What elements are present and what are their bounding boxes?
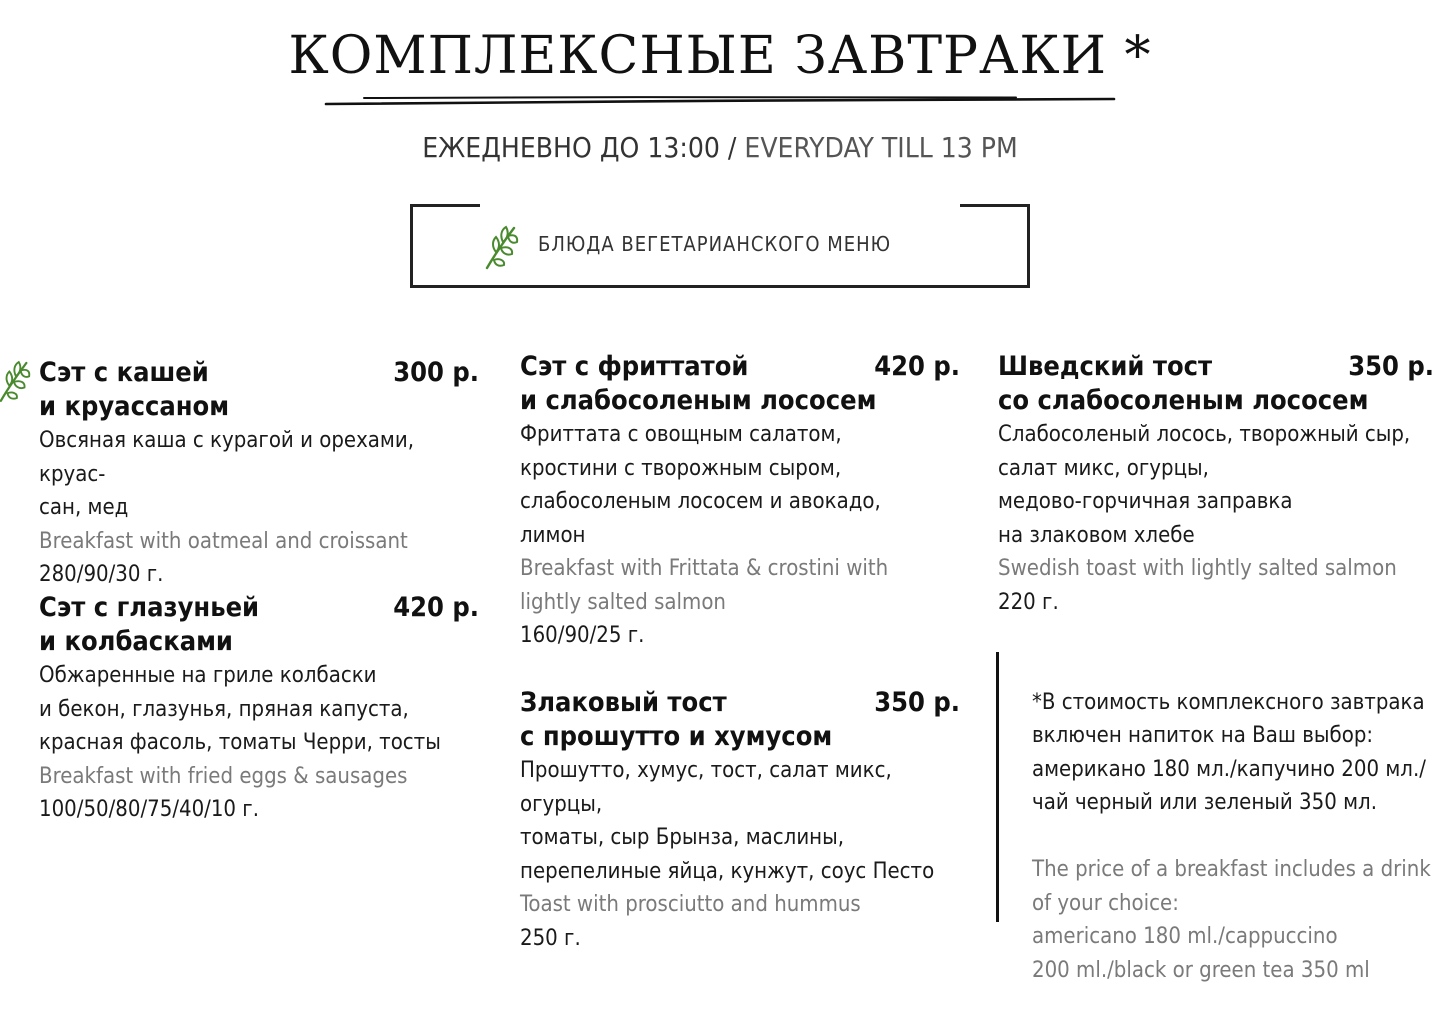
menu-item bbox=[520, 686, 960, 955]
item-price: 420 р. bbox=[393, 592, 479, 623]
item-price: 350 р. bbox=[874, 687, 960, 718]
note-en: The price of a breakfast includes a drink of your choice: americano 180 ml./cappuccino 200 ml./black or green tea 350 ml bbox=[1032, 857, 1431, 983]
item-english: Breakfast with Frittata & crostini with lightly salted salmon bbox=[520, 556, 889, 615]
item-name: Сэт с фриттатой и слабосоленым лососем bbox=[520, 351, 877, 416]
item-weight: 280/90/30 г. bbox=[39, 562, 164, 587]
item-weight: 250 г. bbox=[520, 925, 581, 951]
item-weight: 220 г. bbox=[998, 589, 1059, 615]
note-text bbox=[1032, 652, 1436, 1021]
item-english: Breakfast with oatmeal and croissant bbox=[39, 528, 408, 554]
item-name: Сэт с кашей и круассаном bbox=[39, 357, 230, 422]
vegetarian-leaf-icon bbox=[0, 357, 32, 403]
title-underline bbox=[322, 92, 1118, 110]
item-weight: 100/50/80/75/40/10 г. bbox=[39, 797, 259, 822]
schedule-subtitle bbox=[0, 131, 1440, 164]
item-description: Фриттата с овощным салатом, кростини с творожным сыром, слабосоленым лососем и авокадо, лимон bbox=[520, 422, 881, 548]
item-weight: 160/90/25 г. bbox=[520, 623, 645, 648]
item-price: 420 р. bbox=[874, 351, 960, 382]
item-name: Сэт с глазуньей и колбасками bbox=[39, 592, 260, 657]
note-ru: *В стоимость комплексного завтрака включен напиток на Ваш выбор: американо 180 мл./капучино 200 мл./ чай черный или зеленый 350 мл. bbox=[1032, 689, 1426, 815]
leaf-icon bbox=[484, 222, 520, 270]
item-description: Обжаренные на гриле колбаски и бекон, глазунья, пряная капуста, красная фасоль, томаты Черри, тосты bbox=[39, 663, 441, 755]
item-name: Злаковый тост с прошутто и хумусом bbox=[520, 687, 833, 752]
item-description: Прошутто, хумус, тост, салат микс, огурцы, томаты, сыр Брынза, маслины, перепелиные яйца, кунжут, соус Песто bbox=[520, 758, 935, 884]
item-name: Шведский тост со слабосоленым лососем bbox=[998, 351, 1369, 416]
page-title: КОМПЛЕКСНЫЕ ЗАВТРАКИ * bbox=[288, 26, 1152, 86]
item-description: Овсяная каша с курагой и орехами, круас- сан, мед bbox=[39, 428, 414, 520]
item-english: Toast with prosciutto and hummus bbox=[520, 892, 861, 917]
item-english: Breakfast with fried eggs & sausages bbox=[39, 763, 408, 789]
item-price: 350 р. bbox=[1348, 351, 1434, 382]
note-bar bbox=[996, 652, 999, 922]
item-description: Слабосоленый лосось, творожный сыр, салат микс, огурцы, медово-горчичная заправка на злаковом хлебе bbox=[998, 422, 1411, 548]
item-english: Swedish toast with lightly salted salmon bbox=[998, 556, 1397, 581]
menu-item bbox=[998, 350, 1434, 619]
schedule-ru: ЕЖЕДНЕВНО ДО 13:00 / bbox=[422, 131, 745, 164]
item-price: 300 р. bbox=[393, 357, 479, 388]
menu-item bbox=[39, 356, 479, 592]
menu-item bbox=[39, 591, 479, 827]
menu-item bbox=[520, 350, 960, 653]
legend-label: БЛЮДА ВЕГЕТАРИАНСКОГО МЕНЮ bbox=[538, 232, 892, 256]
drink-note bbox=[996, 652, 1440, 983]
schedule-en: EVERYDAY TILL 13 PM bbox=[744, 131, 1018, 164]
vegetarian-legend bbox=[410, 204, 1030, 288]
